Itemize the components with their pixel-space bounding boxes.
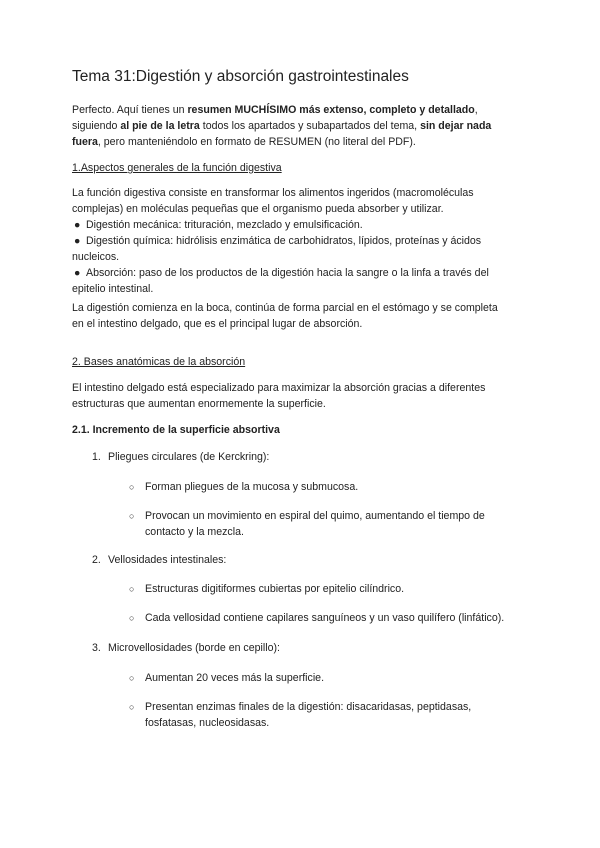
numbered-item-3	[92, 640, 280, 656]
circle-bullet-icon: ○	[129, 584, 135, 594]
section-2-heading: 2. Bases anatómicas de la absorción	[72, 356, 246, 368]
sub-list-item	[129, 610, 504, 626]
sub-item-text: Estructuras digitiformes cubiertas por epitelio cilíndrico.	[145, 583, 405, 595]
numbered-item-2	[92, 552, 226, 568]
sub-item-text: fosfatasas, nucleosidasas.	[145, 717, 270, 729]
intro-line-3	[72, 134, 532, 150]
intro-text: ,	[474, 104, 478, 116]
list-item-text: Digestión mecánica: trituración, mezclado y emulsificación.	[86, 219, 363, 231]
list-item	[72, 217, 532, 233]
item-label: Microvellosidades (borde en cepillo):	[108, 642, 280, 654]
section-1-closing-line: en el intestino delgado, que es el principal lugar de absorción.	[72, 318, 363, 330]
section-1-para-line: La función digestiva consiste en transformar los alimentos ingeridos (macromoléculas	[72, 187, 474, 199]
bullet-icon: ●	[74, 235, 81, 247]
section-2-para-line: estructuras que aumentan enormemente la superficie.	[72, 398, 326, 410]
intro-paragraph	[72, 102, 532, 150]
item-number: 2.	[92, 554, 101, 566]
item-number: 3.	[92, 642, 101, 654]
intro-text: , pero manteniéndolo en formato de RESUMEN (no literal del PDF).	[97, 136, 416, 148]
section-1-heading: 1.Aspectos generales de la función digestiva	[72, 162, 282, 174]
list-item-text: Digestión química: hidrólisis enzimática de carbohidratos, lípidos, proteínas y ácidos	[86, 235, 482, 247]
sub-item-text: contacto y la mezcla.	[145, 526, 244, 538]
circle-bullet-icon: ○	[129, 482, 135, 492]
circle-bullet-icon: ○	[129, 673, 135, 683]
list-item-continuation: epitelio intestinal.	[72, 283, 154, 295]
intro-text: siguiendo	[72, 120, 121, 132]
intro-text: Perfecto. Aquí tienes un	[72, 104, 188, 116]
item-number: 1.	[92, 451, 101, 463]
section-1-body	[72, 185, 532, 297]
intro-bold: resumen MUCHÍSIMO más extenso, completo y detallado	[187, 104, 475, 116]
item-label: Vellosidades intestinales:	[108, 554, 227, 566]
intro-bold: sin dejar nada	[420, 120, 492, 132]
section-2-1-subheading: 2.1. Incremento de la superficie absortiva	[72, 424, 280, 436]
intro-bold: fuera	[72, 136, 98, 148]
circle-bullet-icon: ○	[129, 511, 135, 521]
sub-item-text: Aumentan 20 veces más la superficie.	[145, 672, 325, 684]
circle-bullet-icon: ○	[129, 702, 135, 712]
section-1-closing-line: La digestión comienza en la boca, continúa de forma parcial en el estómago y se completa	[72, 302, 498, 314]
section-1-closing	[72, 300, 532, 332]
bullet-icon: ●	[74, 267, 81, 279]
sub-item-text: Forman pliegues de la mucosa y submucosa.	[145, 481, 359, 493]
numbered-item-1	[92, 449, 269, 465]
list-item-text: Absorción: paso de los productos de la digestión hacia la sangre o la linfa a través del	[86, 267, 489, 279]
section-1-para-line: complejas) en moléculas pequeñas que el organismo pueda absorber y utilizar.	[72, 203, 444, 215]
item-label: Pliegues circulares (de Kerckring):	[108, 451, 270, 463]
intro-text: todos los apartados y subapartados del tema,	[199, 120, 421, 132]
list-item	[72, 265, 532, 281]
circle-bullet-icon: ○	[129, 613, 135, 623]
sub-list-item	[129, 670, 324, 686]
sub-list-item	[129, 581, 404, 597]
sub-item-text: Provocan un movimiento en espiral del quimo, aumentando el tiempo de	[145, 510, 485, 522]
section-2-para-line: El intestino delgado está especializado para maximizar la absorción gracias a diferentes	[72, 382, 486, 394]
list-item-continuation: nucleicos.	[72, 251, 120, 263]
page-title: Tema 31:Digestión y absorción gastrointestinales	[72, 68, 409, 85]
sub-list-item	[129, 699, 471, 731]
intro-line-2	[72, 118, 532, 134]
sub-item-text: Presentan enzimas finales de la digestión: disacaridasas, peptidasas,	[145, 701, 472, 713]
intro-line-1	[72, 102, 532, 118]
sub-list-item	[129, 479, 358, 495]
section-2-paragraph	[72, 380, 532, 412]
intro-bold: al pie de la letra	[120, 120, 200, 132]
sub-list-item	[129, 508, 485, 540]
sub-item-text: Cada vellosidad contiene capilares sanguíneos y un vaso quilífero (linfático).	[145, 612, 505, 624]
bullet-icon: ●	[74, 219, 81, 231]
list-item	[72, 233, 532, 249]
